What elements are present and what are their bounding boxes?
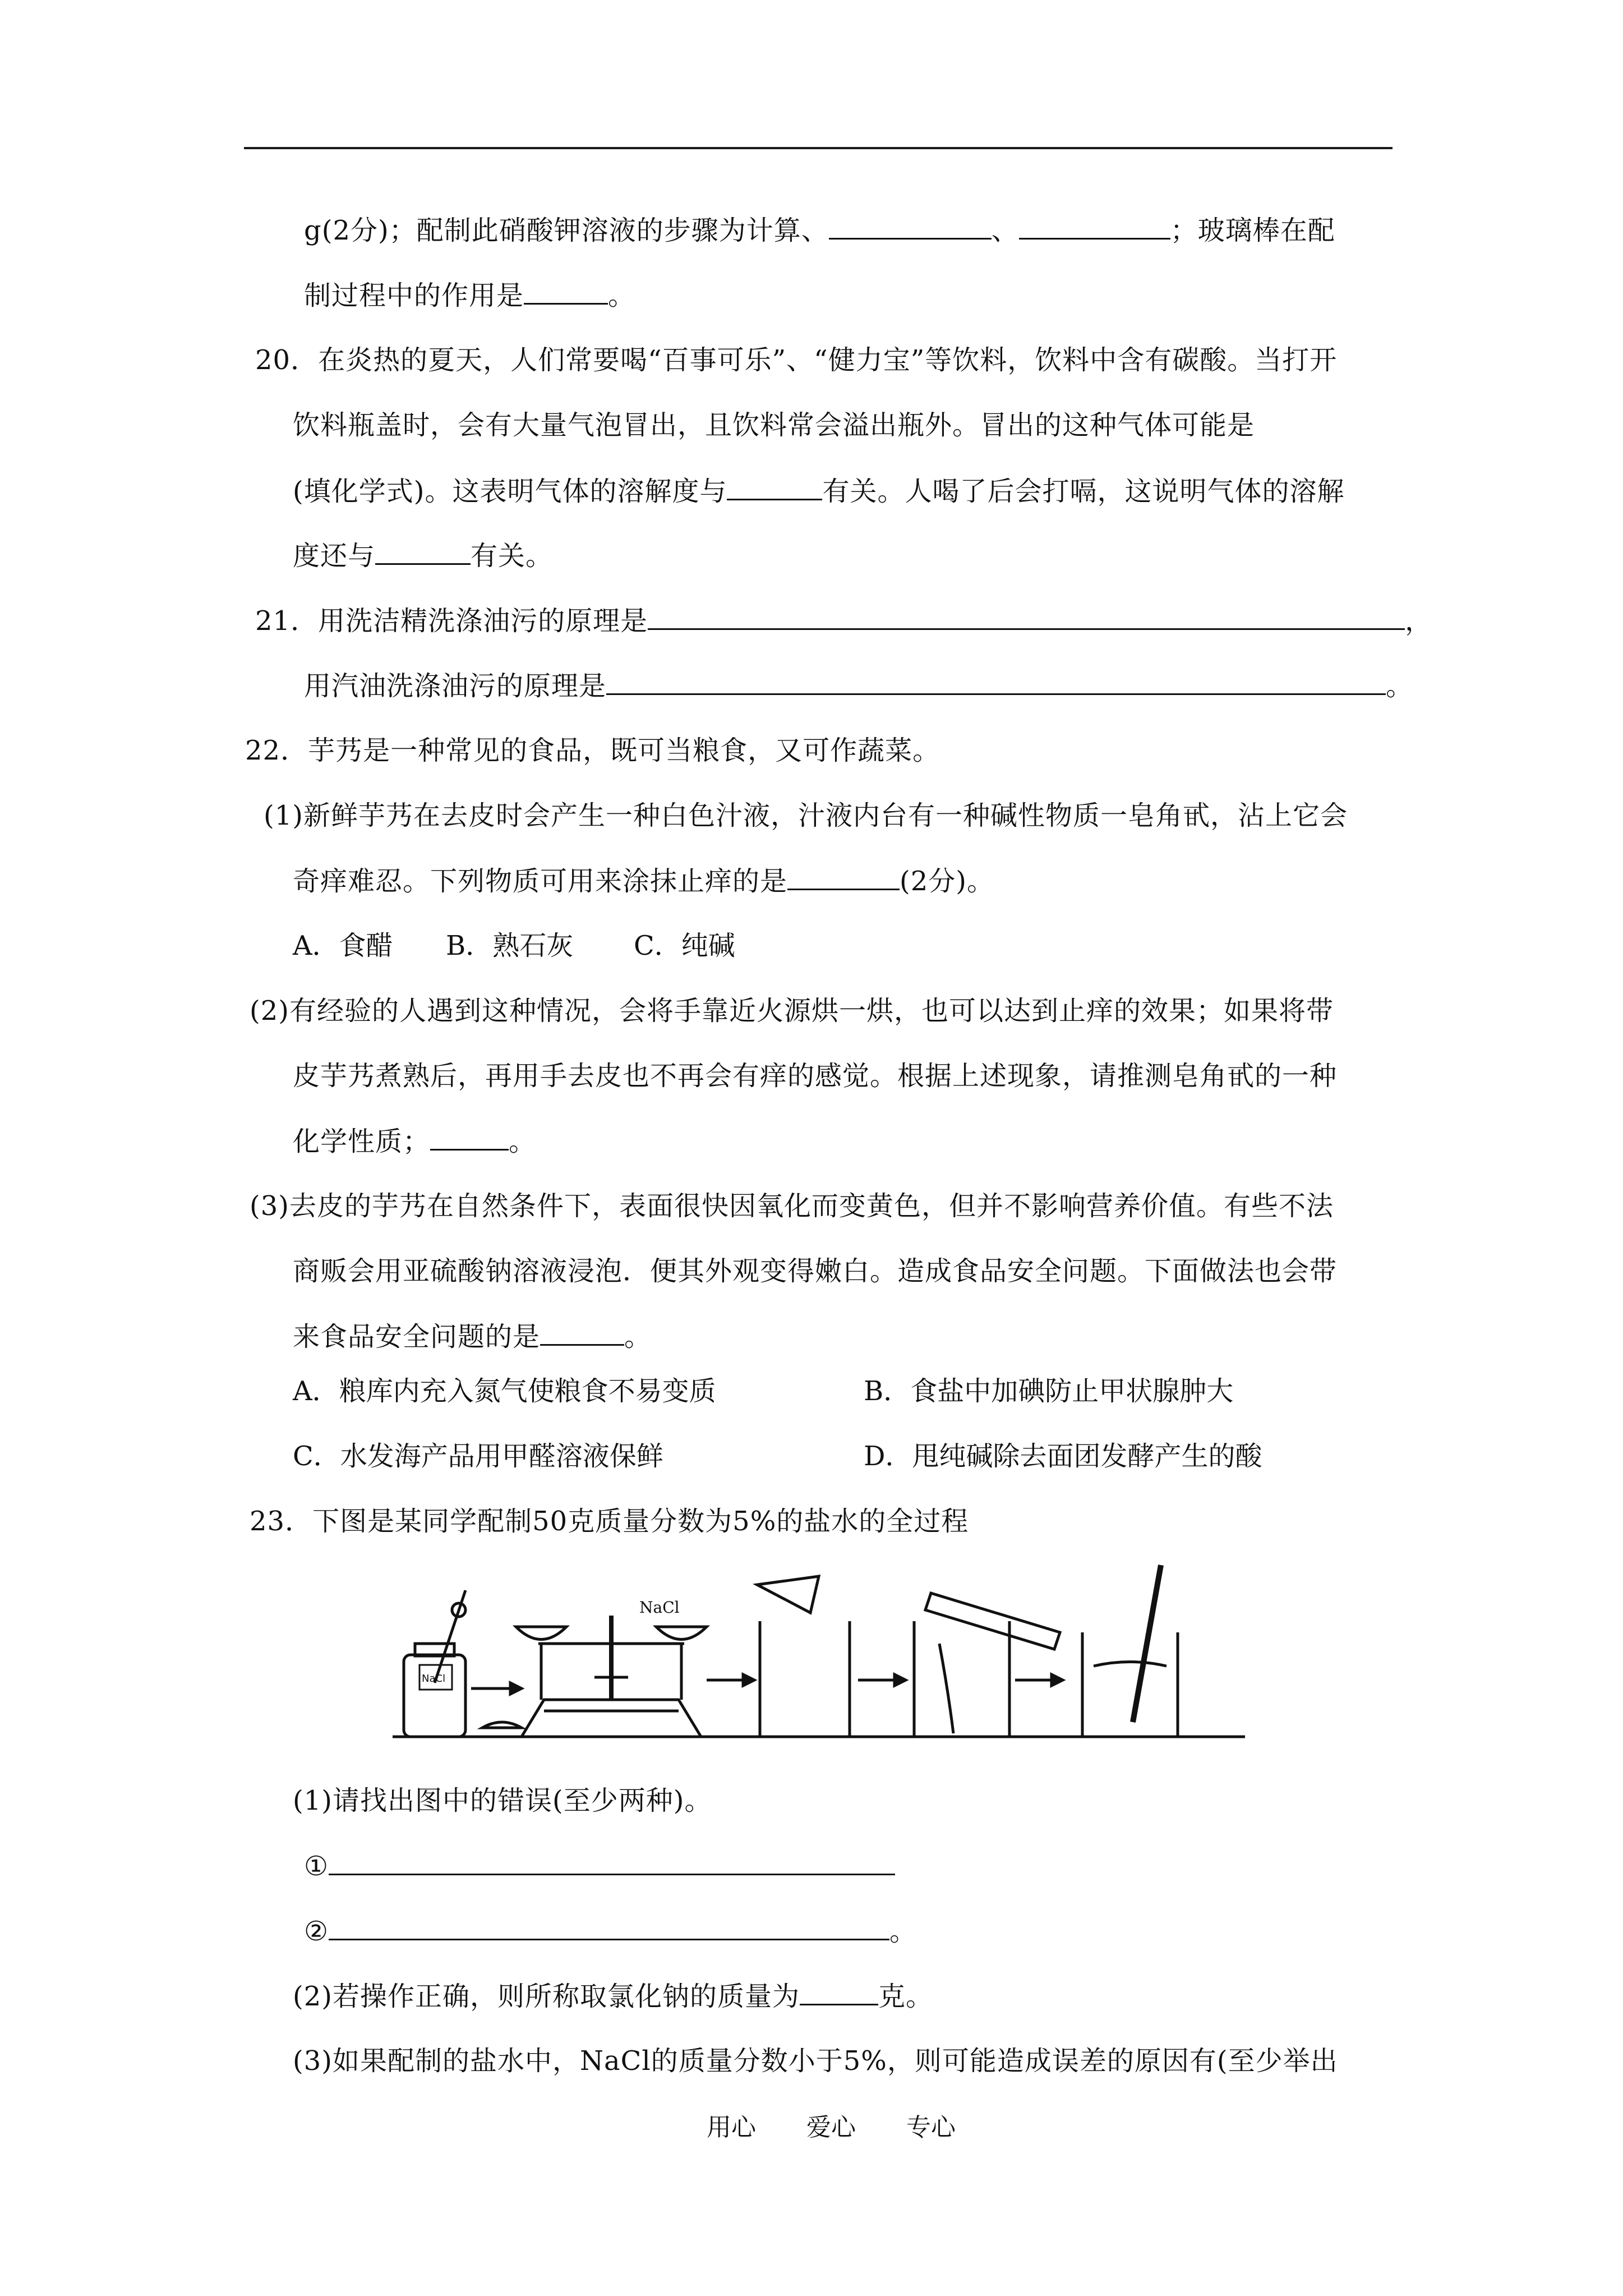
q20-text-2: 有关。人喝了后会打嗝，这说明气体的溶解 (822, 476, 1345, 507)
reagent-jar (404, 1655, 465, 1737)
q22-p1-option-c[interactable]: C．纯碱 (634, 930, 735, 961)
jar-nacl-label: NaCl (422, 1673, 446, 1685)
q22-p3-line-1: (3)去皮的芋艿在自然条件下，表面很快因氧化而变黄色，但并不影响营养价值。有些不法 (250, 1190, 1334, 1222)
q23-error-blank-2[interactable] (329, 1914, 889, 1940)
right-pan (656, 1627, 707, 1640)
q22-p1-option-b[interactable]: B．熟石灰 (446, 930, 574, 961)
q19-text: g(2分)；配制此硝酸钾溶液的步骤为计算、 (304, 215, 829, 246)
q19-role-text: 制过程中的作用是 (304, 280, 524, 311)
q21-line-1 (255, 604, 1432, 638)
q22-p3-text: 来食品安全问题的是 (293, 1321, 541, 1352)
page-footer (707, 2112, 1006, 2143)
q21-text-1: 21．用洗洁精洗涤油污的原理是 (255, 605, 648, 637)
q19-text-end: ；玻璃棒在配 (1170, 215, 1335, 246)
process-diagram (393, 1559, 1245, 1750)
q19-blank-2[interactable] (1019, 213, 1170, 240)
q23-p2 (293, 1979, 933, 2013)
q22-p1-option-a[interactable]: A．食醋 (293, 930, 393, 961)
q22-p2-line-3 (293, 1124, 536, 1158)
q22-p3-option-c[interactable]: C．水发海产品用甲醛溶液保鲜 (293, 1441, 663, 1472)
q23-stem: 23．下图是某同学配制50克质量分数为5%的盐水的全过程 (250, 1506, 969, 1537)
q22-p2-line-2: 皮芋艿煮熟后，再用手去皮也不再会有痒的感觉。根据上述现象，请推测皂角甙的一种 (293, 1060, 1338, 1092)
q23-error-blank-1[interactable] (329, 1849, 895, 1875)
q21-blank-2[interactable] (606, 669, 1386, 695)
footer-text-1: 用心 (707, 2113, 756, 2142)
q21-comma: ， (1405, 605, 1433, 637)
q21-text-2: 用汽油洗涤油污的原理是 (304, 670, 607, 702)
q20-text-3: 度还与 (293, 540, 376, 572)
q23-mass-blank[interactable] (800, 1979, 878, 2005)
q22-p1-text: 奇痒难忍。下列物质可用来涂抹止痒的是 (293, 866, 788, 897)
q23-p2-unit: 克。 (878, 1981, 934, 2012)
header-rule (244, 147, 1393, 149)
q22-p3-option-a[interactable]: A．粮库内充入氮气使粮食不易变质 (293, 1375, 716, 1407)
q22-p1-line-1: (1)新鲜芋艿在去皮时会产生一种白色汁液，汁液内台有一种碱性物质一皂角甙，沾上它会 (264, 800, 1348, 831)
q23-p1: (1)请找出图中的错误(至少两种)。 (293, 1785, 712, 1816)
arrow-3-head (895, 1674, 906, 1686)
q19-blank-3[interactable] (524, 278, 608, 305)
q23-p2-text: (2)若操作正确，则所称取氯化钠的质量为 (293, 1981, 800, 2012)
q22-p1-points: (2分)。 (900, 866, 995, 897)
q20-text: (填化学式)。这表明气体的溶解度与 (293, 476, 727, 507)
q22-p1-line-2 (293, 864, 994, 898)
water-surface (1094, 1662, 1166, 1667)
q23-p1-item-1 (304, 1849, 895, 1883)
q22-p3-line-2: 商贩会用亚硫酸钠溶液浸泡．便其外观变得嫩白。造成食品安全问题。下面做法也会带 (293, 1255, 1338, 1287)
weighing-paper (757, 1576, 819, 1613)
measuring-cylinder (925, 1593, 1060, 1649)
q20-line-3 (293, 474, 1344, 508)
beaker-1 (760, 1621, 850, 1737)
stopper (482, 1722, 522, 1728)
footer-text-2: 爱心 (806, 2113, 856, 2142)
q23-item2-period: 。 (889, 1916, 917, 1947)
q23-p1-item-2 (304, 1914, 917, 1948)
q19-line-2 (304, 278, 635, 312)
q20-blank-2[interactable] (375, 539, 471, 565)
figure-nacl-label: NaCl (639, 1598, 680, 1617)
q21-line-2 (304, 669, 1413, 703)
q22-p2-line-1: (2)有经验的人遇到这种情况，会将手靠近火源烘一烘，也可以达到止痒的效果；如果将带 (250, 995, 1334, 1027)
q21-period: 。 (1386, 670, 1414, 702)
q22-stem: 22．芋艿是一种常见的食品，既可当粮食，又可作蔬菜。 (245, 735, 940, 766)
arrow-2-head (743, 1674, 754, 1686)
q22-p2-blank[interactable] (430, 1124, 509, 1151)
q20-line-4 (293, 539, 553, 573)
arrow-1-head (510, 1683, 522, 1694)
arrow-4-head (1052, 1674, 1063, 1686)
q20-text-4: 有关。 (471, 540, 554, 572)
q19-line-1 (304, 213, 1335, 247)
q22-p2-period: 。 (509, 1126, 537, 1157)
q22-p3-blank[interactable] (540, 1319, 624, 1346)
q20-blank-1[interactable] (727, 474, 822, 500)
q22-p3-option-b[interactable]: B．食盐中加碘防止甲状腺肿大 (864, 1375, 1234, 1407)
q19-period: 。 (608, 280, 636, 311)
pour-stream (939, 1644, 953, 1733)
q19-blank-1[interactable] (829, 213, 992, 240)
q22-p3-period: 。 (624, 1321, 652, 1352)
circled-two: ② (304, 1916, 329, 1947)
q20-line-2: 饮料瓶盖时，会有大量气泡冒出，且饮料常会溢出瓶外。冒出的这种气体可能是 (293, 409, 1255, 441)
beaker-2 (914, 1621, 1009, 1737)
circled-one: ① (304, 1851, 329, 1882)
left-pan (516, 1627, 566, 1640)
q22-p2-text: 化学性质； (293, 1126, 431, 1157)
footer-text-3: 专心 (906, 2113, 956, 2142)
balance-base (522, 1700, 701, 1737)
q22-p3-line-3 (293, 1319, 652, 1354)
stirring-rod (1133, 1565, 1161, 1722)
q22-p3-option-d[interactable]: D．甩纯碱除去面团发酵产生的酸 (864, 1441, 1262, 1472)
solution-preparation-figure (393, 1559, 1245, 1750)
beaker-3 (1082, 1632, 1178, 1737)
q20-line-1: 20．在炎热的夏天，人们常要喝“百事可乐”、“健力宝”等饮料，饮料中含有碳酸。当打开 (255, 344, 1338, 376)
q22-p1-blank[interactable] (787, 864, 900, 890)
q23-p3: (3)如果配制的盐水中，NaCl的质量分数小于5%，则可能造成误差的原因有(至少举出 (293, 2045, 1338, 2077)
q21-blank-1[interactable] (648, 604, 1405, 630)
q19-sep: 、 (991, 215, 1019, 246)
